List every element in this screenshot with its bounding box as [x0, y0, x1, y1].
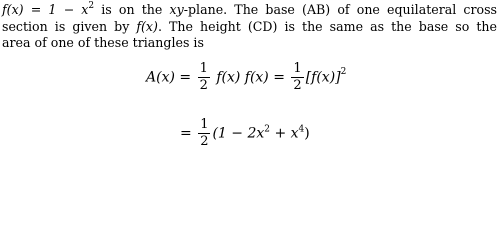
- problem-text: [2, 2, 497, 52]
- text-line-3: area of one of these triangles is: [2, 35, 204, 51]
- fraction-one-half: [198, 62, 210, 93]
- fraction-numerator: 1: [199, 61, 208, 76]
- closing-paren: ): [304, 125, 310, 142]
- equation-middle: f(x) f(x) =: [216, 69, 285, 86]
- function-definition: f(x) = 1 − x: [2, 2, 89, 17]
- equation-tail: [f(x)]: [305, 69, 341, 86]
- text-line-1: [2, 2, 497, 19]
- plane-name: xy: [169, 2, 184, 17]
- exponent: 2: [264, 124, 271, 135]
- fraction-one-half: [198, 118, 210, 149]
- fraction-denominator: 2: [293, 78, 302, 93]
- polynomial-part: (1 − 2x: [212, 125, 265, 142]
- fraction-numerator: 1: [293, 61, 302, 76]
- area-equation: [146, 62, 346, 93]
- fraction-one-half: [291, 62, 303, 93]
- function-name: f(x): [136, 18, 158, 34]
- exponent: 2: [88, 1, 95, 11]
- equals-sign: =: [180, 125, 192, 142]
- text-fragment: -plane. The base (AB) of one equilateral cross: [183, 2, 498, 17]
- text-line-2: [2, 19, 497, 36]
- fraction-numerator: 1: [200, 117, 209, 132]
- polynomial-part: + x: [270, 125, 299, 142]
- text-fragment: section is given by: [2, 18, 137, 34]
- expanded-equation: [180, 118, 310, 149]
- exponent: 2: [340, 66, 347, 77]
- fraction-denominator: 2: [199, 78, 208, 93]
- text-fragment: . The height (CD) is the same as the base so the: [157, 18, 497, 34]
- fraction-denominator: 2: [200, 134, 209, 149]
- exponent: 4: [298, 124, 305, 135]
- text-fragment: is on the: [94, 2, 170, 17]
- equation-lhs: A(x) =: [146, 69, 192, 86]
